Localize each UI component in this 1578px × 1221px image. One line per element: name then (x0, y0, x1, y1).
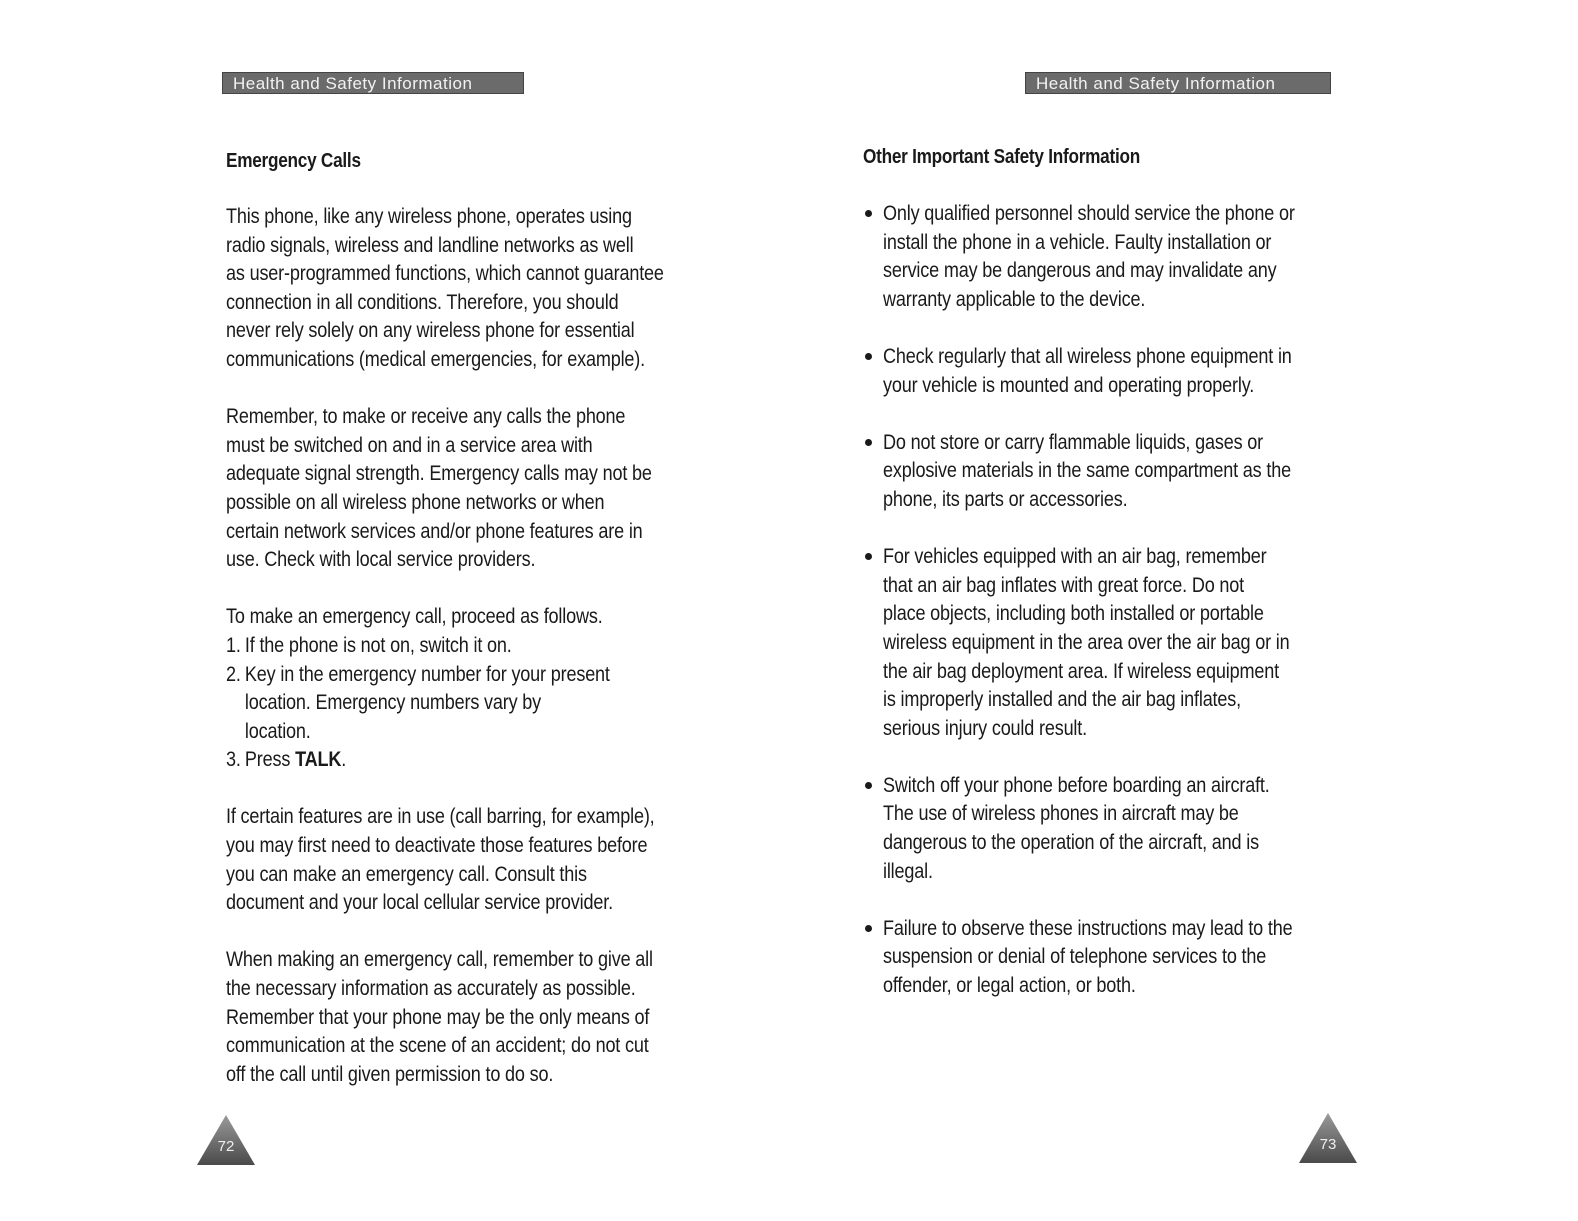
list-item (863, 343, 1383, 400)
page-number: 72 (217, 1138, 235, 1155)
steps-list (226, 632, 746, 775)
bullet-icon (865, 210, 872, 217)
text-line: off the call until given permission to do so. (226, 1062, 554, 1086)
step-number: 1. (226, 633, 241, 657)
text-line: you can make an emergency call. Consult this (226, 862, 587, 886)
list-item (863, 429, 1383, 515)
text-line: explosive materials in the same compartment as the (883, 459, 1291, 483)
steps-intro (226, 603, 746, 632)
text-line: never rely solely on any wireless phone for essential (226, 319, 635, 343)
list-item (863, 915, 1383, 1001)
text-line: adequate signal strength. Emergency calls may not be (226, 462, 652, 486)
text-line: offender, or legal action, or both. (883, 974, 1136, 998)
text-line: Remember that your phone may be the only means of (226, 1005, 650, 1029)
paragraph (226, 403, 746, 575)
text-line: Failure to observe these instructions may lead to the (883, 916, 1293, 940)
text-line: If certain features are in use (call barring, for example), (226, 805, 655, 829)
text-line: the necessary information as accurately as possible. (226, 977, 636, 1001)
text-line: wireless equipment in the area over the air bag or in (883, 630, 1290, 654)
text-line: suspension or denial of telephone services to the (883, 945, 1267, 969)
list-item (863, 543, 1383, 743)
text-line: phone, its parts or accessories. (883, 487, 1128, 511)
step-number: 2. (226, 662, 241, 686)
text-line: communication at the scene of an accident; do not cut (226, 1034, 649, 1058)
text-line: For vehicles equipped with an air bag, remember (883, 545, 1267, 569)
text-line: dangerous to the operation of the aircraft, and is (883, 831, 1259, 855)
text-line: Only qualified personnel should service the phone or (883, 202, 1295, 225)
text-line: the air bag deployment area. If wireless equipment (883, 659, 1279, 683)
text-line: This phone, like any wireless phone, operates using (226, 205, 632, 228)
list-item (226, 661, 746, 747)
bullet-icon (865, 353, 872, 360)
page-title: Other Important Safety Information (863, 146, 1140, 168)
step-text: location. Emergency numbers vary by (244, 691, 542, 715)
bullet-list (863, 200, 1383, 1001)
text-line: serious injury could result. (883, 716, 1087, 740)
text-line: as user-programmed functions, which cannot guarantee (226, 262, 664, 286)
text-line: you may first need to deactivate those features before (226, 834, 648, 858)
text-line: communications (medical emergencies, for example). (226, 347, 645, 371)
text-line: Switch off your phone before boarding an aircraft. (883, 773, 1270, 797)
text-line: certain network services and/or phone features are in (226, 519, 643, 543)
text-line: document and your local cellular service provider. (226, 891, 613, 915)
section-header-tab: Health and Safety Information (222, 72, 524, 94)
step-text: If the phone is not on, switch it on. (244, 633, 512, 657)
page-number-triangle (197, 1115, 255, 1165)
list-item (226, 746, 746, 775)
page-title: Emergency Calls (226, 150, 361, 172)
bullet-icon (865, 782, 872, 789)
right-page (789, 0, 1578, 1221)
step-text: Press (244, 748, 296, 772)
bullet-icon (865, 439, 872, 446)
paragraph (226, 803, 746, 917)
bullet-icon (865, 553, 872, 560)
text-line: install the phone in a vehicle. Faulty installation or (883, 230, 1272, 254)
step-text: Key in the emergency number for your present (244, 662, 610, 686)
text-line: must be switched on and in a service area with (226, 433, 593, 457)
text-line: radio signals, wireless and landline networks as well (226, 233, 634, 257)
text-line: connection in all conditions. Therefore, you should (226, 290, 619, 314)
text-line: The use of wireless phones in aircraft may be (883, 802, 1239, 826)
text-line: illegal. (883, 859, 933, 883)
text-line: When making an emergency call, remember to give all (226, 948, 653, 972)
text-line: warranty applicable to the device. (883, 287, 1146, 311)
text-line: Check regularly that all wireless phone equipment in (883, 344, 1292, 368)
text-line: your vehicle is mounted and operating properly. (883, 373, 1255, 397)
text-line: Remember, to make or receive any calls the phone (226, 405, 626, 429)
text-line: To make an emergency call, proceed as follows. (226, 605, 603, 629)
paragraph (226, 946, 746, 1089)
list-item (226, 632, 746, 661)
text-line: use. Check with local service providers. (226, 548, 536, 572)
section-header-tab: Health and Safety Information (1025, 72, 1331, 94)
text-line: Do not store or carry flammable liquids, gases or (883, 430, 1264, 454)
list-item (863, 772, 1383, 886)
step-text: . (341, 748, 347, 772)
bullet-icon (865, 925, 872, 932)
text-line: service may be dangerous and may invalidate any (883, 259, 1277, 283)
list-item (863, 200, 1383, 314)
talk-key-label: TALK (295, 748, 342, 772)
page-number-triangle (1299, 1113, 1357, 1163)
step-number: 3. (226, 748, 241, 772)
text-line: is improperly installed and the air bag inflates, (883, 688, 1241, 712)
text-line: that an air bag inflates with great force. Do not (883, 573, 1245, 597)
step-text: location. (244, 719, 311, 743)
page-number: 73 (1319, 1136, 1337, 1153)
text-line: place objects, including both installed or portable (883, 602, 1264, 626)
body-text (226, 203, 746, 1089)
paragraph (226, 203, 746, 375)
text-line: possible on all wireless phone networks or when (226, 490, 605, 514)
